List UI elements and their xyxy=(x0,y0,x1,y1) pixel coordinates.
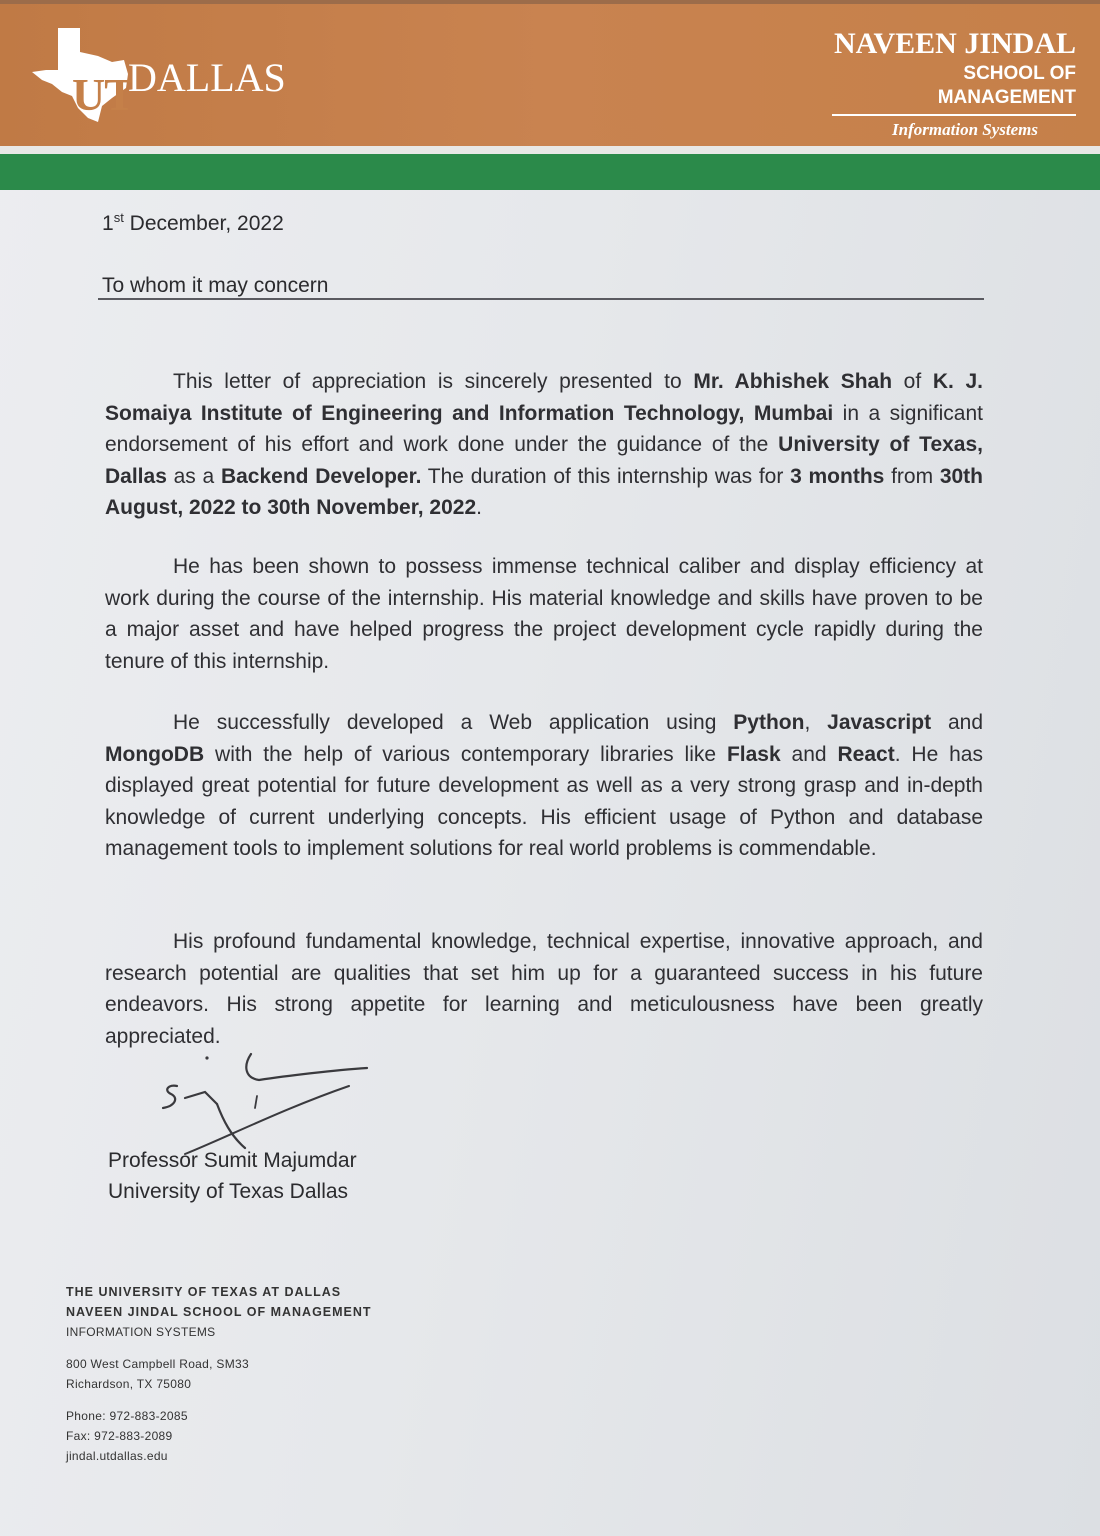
tech-react: React xyxy=(837,742,895,766)
jindal-school-logo xyxy=(826,28,1076,140)
p1-text: . xyxy=(476,496,482,519)
handwritten-signature xyxy=(155,1050,385,1160)
school-subtitle: SCHOOL OF MANAGEMENT xyxy=(937,63,1076,108)
green-accent-band xyxy=(0,154,1100,190)
footer-phone: Phone: 972-883-2085 xyxy=(66,1409,188,1423)
internship-role: Backend Developer. xyxy=(220,464,422,488)
paragraph-project xyxy=(105,707,983,865)
ut-logo-text: UT xyxy=(72,69,134,120)
letter-date xyxy=(102,210,284,236)
p1-text: as a xyxy=(166,464,221,488)
paragraph-closing: His profound fundamental knowledge, technical expertise, innovative approach, and research potential are qualities that set him up for a guaranteed success in his future endeavors. His strong appetite for learning and meticulousness have been greatly appreciated. xyxy=(105,930,983,1048)
footer-school: NAVEEN JINDAL SCHOOL OF MANAGEMENT xyxy=(66,1305,372,1319)
footer-fax: Fax: 972-883-2089 xyxy=(66,1429,173,1443)
banner-top-edge xyxy=(0,0,1100,4)
letterhead-banner xyxy=(0,0,1100,146)
p3-text: . He has displayed great potential for future development as well as a very strong grasp and in-depth knowledge of current underlying concepts. His efficient usage of Python and database management tools to implement solutions for real world problems is commendable. xyxy=(105,742,983,860)
p3-text: He successfully developed a Web application using xyxy=(173,711,734,734)
date-suffix: st xyxy=(113,210,124,225)
salutation-underline xyxy=(98,298,984,300)
paragraph-intro xyxy=(105,366,983,524)
tech-mongodb: MongoDB xyxy=(105,742,205,766)
host-university: University of Texas, Dallas xyxy=(105,433,983,488)
date-day: 1 xyxy=(102,212,114,235)
p1-text: from xyxy=(884,464,940,488)
signatory-name: Professor Sumit Majumdar xyxy=(108,1149,357,1172)
logo-divider xyxy=(832,114,1076,116)
candidate-name: Mr. Abhishek Shah xyxy=(693,370,893,393)
p3-text: , xyxy=(804,711,828,734)
p1-text: This letter of appreciation is sincerely presented to xyxy=(173,370,694,393)
header-separator xyxy=(0,146,1100,154)
tech-flask: Flask xyxy=(726,742,781,766)
dallas-logo-text: DALLAS xyxy=(128,55,286,100)
candidate-institute: K. J. Somaiya Institute of Engineering and Information Technology, Mumbai xyxy=(105,370,983,425)
footer-university: THE UNIVERSITY OF TEXAS AT DALLAS xyxy=(66,1285,342,1299)
footer-address-line2: Richardson, TX 75080 xyxy=(66,1377,192,1391)
signatory-block xyxy=(108,1145,357,1207)
footer-address-line1: 800 West Campbell Road, SM33 xyxy=(66,1357,249,1371)
footer-website: jindal.utdallas.edu xyxy=(66,1449,168,1463)
school-title: NAVEEN JINDAL xyxy=(834,27,1076,60)
internship-duration: 3 months xyxy=(790,464,885,488)
paragraph-performance: He has been shown to possess immense technical caliber and display efficiency at work during the course of the internship. His material knowledge and skills have proven to be a major asset and have helped progress the project development cycle rapidly during the tenure of this internship. xyxy=(105,555,983,673)
date-rest: December, 2022 xyxy=(129,212,284,235)
footer-address-block xyxy=(66,1282,372,1466)
p3-text: with the help of various contemporary libraries like xyxy=(204,742,727,766)
tech-python: Python xyxy=(733,711,805,734)
p1-text: The duration of this internship was for xyxy=(421,464,791,488)
p1-text: in a significant endorsement of his effort and work done under the guidance of the xyxy=(105,401,983,456)
p3-text: and xyxy=(780,742,838,766)
salutation: To whom it may concern xyxy=(102,274,329,297)
ut-dallas-logo xyxy=(28,26,286,126)
footer-department: INFORMATION SYSTEMS xyxy=(66,1325,216,1339)
p3-text: and xyxy=(931,711,984,734)
p1-text: of xyxy=(892,370,933,393)
internship-dates: 30th August, 2022 to 30th November, 2022 xyxy=(105,464,983,519)
tech-javascript: Javascript xyxy=(827,711,932,734)
signatory-organization: University of Texas Dallas xyxy=(108,1180,349,1203)
department-name: Information Systems xyxy=(892,120,1038,139)
